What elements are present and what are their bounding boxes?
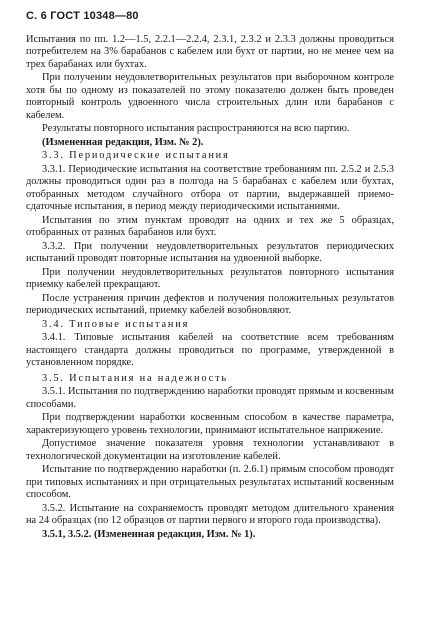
paragraph: После устранения причин дефектов и получения положительных результатов периодических испытаний, приемку кабелей возобновляют. <box>26 292 394 317</box>
amendment-note: 3.5.1, 3.5.2. (Измененная редакция, Изм. № 1). <box>42 528 256 540</box>
paragraph: При получении неудовлетворительных результатов при выборочном контроле хотя бы по одному из показателей по этому показателю должен быть проведен повторный контроль удвоенного числа строительных длин или барабанов с кабелем. <box>26 72 394 121</box>
paragraph: 3.5.2. Испытание на сохраняемость проводят методом длительного хранения на 24 образцах (по 12 образцов от партии первого и второго года производства). <box>26 502 394 527</box>
page-header: С. 6 ГОСТ 10348—80 <box>26 10 139 22</box>
amendment-note: (Измененная редакция, Изм. № 2). <box>42 136 204 148</box>
section-heading: 3.4. Типовые испытания <box>42 318 190 330</box>
paragraph: Испытания по пп. 1.2—1.5, 2.2.1—2.2.4, 2.3.1, 2.3.2 и 2.3.3 должны проводиться потребителем на 3% барабанов с кабелем или бухт от партии, но не менее чем на трех барабанах или бухтах. <box>26 34 394 70</box>
paragraph: При получении неудовлетворительных результатов повторного испытания приемку кабелей прекращают. <box>26 266 394 291</box>
paragraph: 3.4.1. Типовые испытания кабелей на соответствие всем требованиям настоящего стандарта должны проводиться по программе, утвержденной в установленном порядке. <box>26 332 394 369</box>
paragraph: Испытание по подтверждению наработки (п. 2.6.1) прямым способом проводят при типовых испытаниях и при отрицательных результатах испытаний косвенным способом. <box>26 464 394 501</box>
paragraph: Испытания по этим пунктам проводят на одних и тех же 5 образцах, отобранных от разных барабанов или бухт. <box>26 214 394 239</box>
paragraph: 3.3.1. Периодические испытания на соответствие требованиям пп. 2.5.2 и 2.5.3 должны проводиться один раз в полгода на 5 барабанах с кабелем или бухтах, отобранных методом случайного отбора от партии, выдержавшей приемо-сдаточные испытания, в период между периодическими испытаниями. <box>26 164 394 213</box>
paragraph: Результаты повторного испытания распространяются на всю партию. <box>42 123 350 135</box>
paragraph: 3.5.1. Испытания по подтверждению наработки проводят прямым и косвенным способами. <box>26 386 394 410</box>
paragraph: Допустимое значение показателя уровня технологии устанавливают в технологической документации на изготовление кабелей. <box>26 438 394 462</box>
section-heading: 3.5. Испытания на надежность <box>42 372 228 384</box>
paragraph: При подтверждении наработки косвенным способом в качестве параметра, характеризующего уровень технологии, принимают испытательное напряжение. <box>26 412 394 436</box>
document-body <box>26 34 394 541</box>
paragraph: 3.3.2. При получении неудовлетворительных результатов периодических испытаний проводят повторные испытания на удвоенной выборке. <box>26 240 394 265</box>
section-heading: 3.3. Периодические испытания <box>42 150 230 162</box>
